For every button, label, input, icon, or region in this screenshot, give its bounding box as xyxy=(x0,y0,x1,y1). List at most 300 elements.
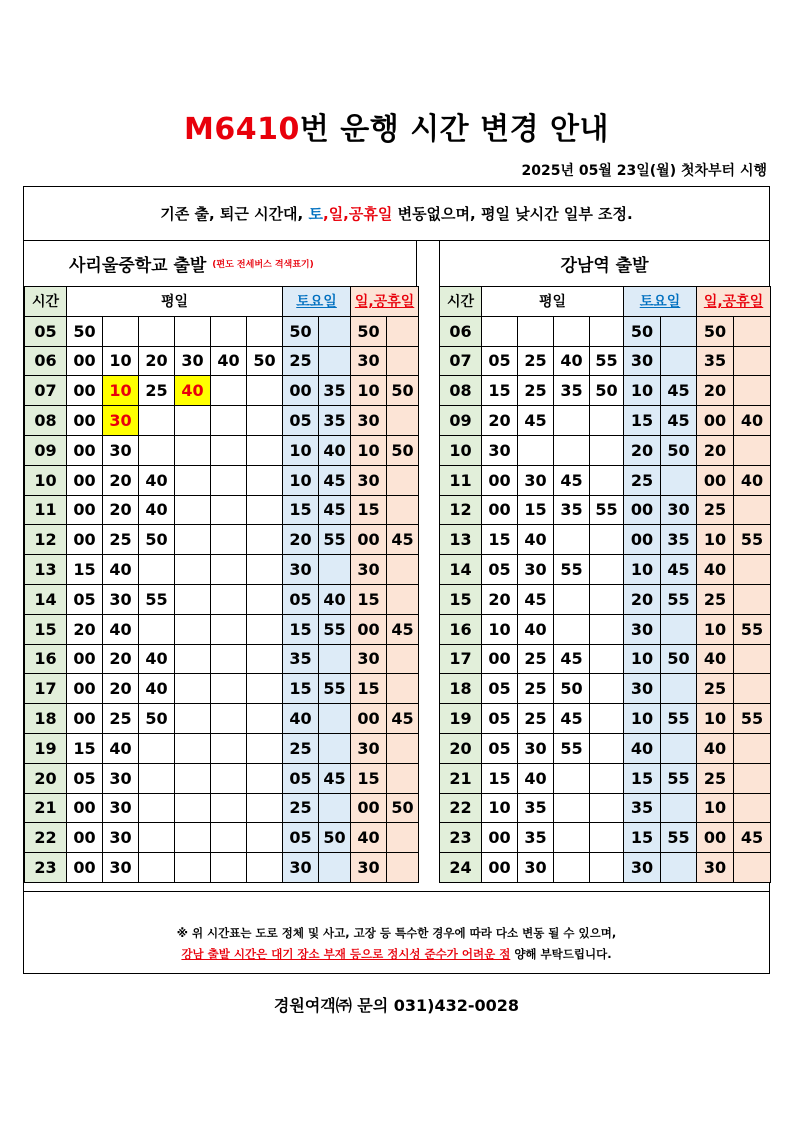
saturday-minute: 20 xyxy=(624,584,661,614)
holiday-minute: 40 xyxy=(734,406,771,436)
weekday-minute xyxy=(139,316,175,346)
hour-cell: 08 xyxy=(440,376,482,406)
weekday-minute xyxy=(247,465,283,495)
weekday-minute: 50 xyxy=(67,316,103,346)
weekday-minute xyxy=(590,644,624,674)
holiday-minute: 30 xyxy=(351,644,387,674)
saturday-minute: 40 xyxy=(319,584,351,614)
weekday-minute xyxy=(139,733,175,763)
saturday-minute: 55 xyxy=(661,704,697,734)
weekday-minute: 45 xyxy=(518,584,554,614)
saturday-minute: 00 xyxy=(624,495,661,525)
weekday-minute: 00 xyxy=(67,525,103,555)
weekday-minute: 50 xyxy=(139,525,175,555)
weekday-minute: 20 xyxy=(67,614,103,644)
table-row xyxy=(25,704,419,734)
weekday-minute: 00 xyxy=(482,853,518,883)
weekday-minute: 00 xyxy=(482,465,518,495)
saturday-minute: 50 xyxy=(624,316,661,346)
holiday-minute: 30 xyxy=(351,465,387,495)
table-row xyxy=(25,495,419,525)
weekday-minute xyxy=(211,704,247,734)
holiday-minute: 10 xyxy=(697,614,734,644)
hour-cell: 22 xyxy=(25,823,67,853)
col-holiday: 일,공휴일 xyxy=(351,287,419,317)
holiday-minute: 30 xyxy=(697,853,734,883)
holiday-minute: 50 xyxy=(387,376,419,406)
holiday-minute: 40 xyxy=(734,465,771,495)
hour-cell: 22 xyxy=(440,793,482,823)
weekday-minute xyxy=(175,674,211,704)
table-row xyxy=(25,823,419,853)
weekday-minute: 55 xyxy=(590,495,624,525)
saturday-minute: 25 xyxy=(283,346,319,376)
weekday-minute: 45 xyxy=(554,465,590,495)
weekday-minute xyxy=(139,763,175,793)
holiday-minute: 45 xyxy=(387,704,419,734)
saturday-minute: 45 xyxy=(661,555,697,585)
weekday-minute: 50 xyxy=(139,704,175,734)
weekday-minute: 25 xyxy=(103,525,139,555)
weekday-minute xyxy=(175,435,211,465)
saturday-minute: 45 xyxy=(319,465,351,495)
col-holiday: 일,공휴일 xyxy=(697,287,771,317)
table-row xyxy=(25,674,419,704)
holiday-minute: 50 xyxy=(387,793,419,823)
weekday-minute xyxy=(175,584,211,614)
saturday-minute xyxy=(661,674,697,704)
hour-cell: 09 xyxy=(25,435,67,465)
saturday-minute xyxy=(661,346,697,376)
saturday-minute: 35 xyxy=(319,406,351,436)
weekday-minute xyxy=(247,555,283,585)
weekday-minute: 15 xyxy=(67,555,103,585)
left-section-header xyxy=(24,241,417,286)
holiday-minute: 10 xyxy=(697,525,734,555)
holiday-minute xyxy=(387,316,419,346)
holiday-minute xyxy=(387,763,419,793)
weekday-minute: 40 xyxy=(139,644,175,674)
saturday-minute: 15 xyxy=(624,823,661,853)
saturday-minute: 35 xyxy=(661,525,697,555)
table-row xyxy=(440,406,771,436)
table-row xyxy=(440,435,771,465)
saturday-minute: 35 xyxy=(624,793,661,823)
weekday-minute: 40 xyxy=(518,614,554,644)
weekday-minute xyxy=(211,406,247,436)
holiday-minute: 10 xyxy=(697,793,734,823)
hour-cell: 09 xyxy=(440,406,482,436)
hour-cell: 13 xyxy=(440,525,482,555)
table-row xyxy=(440,614,771,644)
table-row xyxy=(440,555,771,585)
holiday-minute xyxy=(387,823,419,853)
saturday-minute: 50 xyxy=(319,823,351,853)
saturday-minute: 15 xyxy=(624,406,661,436)
saturday-minute: 05 xyxy=(283,406,319,436)
saturday-minute: 00 xyxy=(283,376,319,406)
weekday-minute: 30 xyxy=(103,763,139,793)
weekday-minute: 05 xyxy=(67,584,103,614)
holiday-minute xyxy=(387,465,419,495)
hour-cell: 07 xyxy=(440,346,482,376)
holiday-minute: 15 xyxy=(351,763,387,793)
left-header-title: 사리울중학교 출발 xyxy=(69,256,207,276)
col-weekday: 평일 xyxy=(67,287,283,317)
weekday-minute xyxy=(590,525,624,555)
weekday-minute xyxy=(482,316,518,346)
saturday-minute: 40 xyxy=(283,704,319,734)
disclaimer-box xyxy=(24,891,769,973)
weekday-minute: 50 xyxy=(247,346,283,376)
saturday-minute: 30 xyxy=(283,853,319,883)
weekday-minute: 30 xyxy=(103,793,139,823)
hour-cell: 12 xyxy=(440,495,482,525)
table-row xyxy=(440,495,771,525)
saturday-minute xyxy=(319,555,351,585)
weekday-minute: 25 xyxy=(518,704,554,734)
weekday-minute xyxy=(590,406,624,436)
saturday-minute: 10 xyxy=(624,704,661,734)
hour-cell: 07 xyxy=(25,376,67,406)
weekday-minute xyxy=(175,495,211,525)
holiday-minute xyxy=(387,674,419,704)
weekday-minute: 55 xyxy=(554,733,590,763)
weekday-minute xyxy=(247,406,283,436)
saturday-minute: 10 xyxy=(283,435,319,465)
weekday-minute xyxy=(590,733,624,763)
weekday-minute xyxy=(247,525,283,555)
weekday-minute: 00 xyxy=(67,495,103,525)
weekday-minute: 20 xyxy=(103,644,139,674)
weekday-minute xyxy=(247,495,283,525)
holiday-minute: 40 xyxy=(351,823,387,853)
hour-cell: 11 xyxy=(440,465,482,495)
hour-cell: 19 xyxy=(440,704,482,734)
weekday-minute: 20 xyxy=(103,465,139,495)
hour-cell: 23 xyxy=(25,853,67,883)
weekday-minute: 30 xyxy=(103,853,139,883)
weekday-minute xyxy=(590,763,624,793)
holiday-minute xyxy=(387,406,419,436)
hour-cell: 19 xyxy=(25,733,67,763)
table-row xyxy=(440,644,771,674)
holiday-minute: 55 xyxy=(734,704,771,734)
change-notice xyxy=(24,187,769,241)
table-row xyxy=(25,465,419,495)
holiday-minute xyxy=(734,435,771,465)
weekday-minute: 35 xyxy=(554,495,590,525)
table-row xyxy=(25,793,419,823)
weekday-minute xyxy=(175,555,211,585)
hour-cell: 06 xyxy=(440,316,482,346)
weekday-minute: 05 xyxy=(482,704,518,734)
weekday-minute: 00 xyxy=(67,465,103,495)
weekday-minute: 35 xyxy=(518,823,554,853)
saturday-minute: 00 xyxy=(624,525,661,555)
hour-cell: 18 xyxy=(25,704,67,734)
holiday-minute: 40 xyxy=(697,644,734,674)
hour-cell: 14 xyxy=(440,555,482,585)
saturday-minute xyxy=(661,733,697,763)
saturday-minute xyxy=(319,316,351,346)
weekday-minute xyxy=(554,406,590,436)
holiday-minute: 00 xyxy=(351,525,387,555)
table-row xyxy=(440,733,771,763)
table-row xyxy=(25,614,419,644)
weekday-minute: 00 xyxy=(67,435,103,465)
saturday-minute: 05 xyxy=(283,584,319,614)
weekday-minute: 40 xyxy=(139,465,175,495)
weekday-minute xyxy=(554,614,590,644)
weekday-minute: 00 xyxy=(67,346,103,376)
holiday-minute xyxy=(734,346,771,376)
table-row xyxy=(440,376,771,406)
hour-cell: 20 xyxy=(440,733,482,763)
table-row xyxy=(440,704,771,734)
weekday-minute: 40 xyxy=(139,495,175,525)
weekday-minute xyxy=(554,316,590,346)
saturday-minute: 55 xyxy=(319,525,351,555)
notice-holiday: 일,공휴일 xyxy=(328,205,393,223)
holiday-minute xyxy=(734,495,771,525)
holiday-minute xyxy=(734,733,771,763)
saturday-minute: 05 xyxy=(283,763,319,793)
weekday-minute-changed: 10 xyxy=(103,376,139,406)
weekday-minute: 10 xyxy=(482,614,518,644)
saturday-minute: 55 xyxy=(319,614,351,644)
weekday-minute: 20 xyxy=(482,584,518,614)
holiday-minute: 10 xyxy=(351,435,387,465)
weekday-minute xyxy=(590,614,624,644)
weekday-minute xyxy=(175,763,211,793)
saturday-minute: 30 xyxy=(283,555,319,585)
hour-cell: 13 xyxy=(25,555,67,585)
holiday-minute: 30 xyxy=(351,346,387,376)
weekday-minute xyxy=(554,584,590,614)
holiday-minute xyxy=(734,644,771,674)
table-row xyxy=(25,763,419,793)
holiday-minute: 00 xyxy=(351,793,387,823)
holiday-minute xyxy=(387,644,419,674)
saturday-minute: 45 xyxy=(661,406,697,436)
notice-comma: , xyxy=(322,205,329,223)
weekday-minute xyxy=(590,435,624,465)
holiday-minute xyxy=(387,733,419,763)
saturday-minute: 25 xyxy=(283,793,319,823)
hour-cell: 08 xyxy=(25,406,67,436)
weekday-minute xyxy=(590,823,624,853)
weekday-minute: 55 xyxy=(139,584,175,614)
table-row xyxy=(440,316,771,346)
weekday-minute: 40 xyxy=(518,525,554,555)
weekday-minute: 25 xyxy=(518,674,554,704)
holiday-minute xyxy=(387,853,419,883)
table-row xyxy=(25,555,419,585)
weekday-minute xyxy=(554,525,590,555)
weekday-minute xyxy=(247,435,283,465)
saturday-minute xyxy=(661,316,697,346)
weekday-minute xyxy=(175,793,211,823)
weekday-minute xyxy=(554,763,590,793)
weekday-minute: 25 xyxy=(518,346,554,376)
holiday-minute xyxy=(387,346,419,376)
holiday-minute: 25 xyxy=(697,763,734,793)
saturday-minute: 10 xyxy=(624,555,661,585)
title-text: 번 운행 시간 변경 안내 xyxy=(299,112,609,147)
weekday-minute xyxy=(211,644,247,674)
weekday-minute: 10 xyxy=(103,346,139,376)
weekday-minute xyxy=(211,674,247,704)
weekday-minute xyxy=(211,435,247,465)
saturday-minute: 10 xyxy=(624,376,661,406)
weekday-minute xyxy=(590,584,624,614)
weekday-minute xyxy=(518,435,554,465)
hour-cell: 17 xyxy=(440,644,482,674)
weekday-minute xyxy=(211,853,247,883)
saturday-minute xyxy=(661,793,697,823)
hour-cell: 10 xyxy=(25,465,67,495)
weekday-minute: 45 xyxy=(518,406,554,436)
weekday-minute xyxy=(175,644,211,674)
weekday-minute: 00 xyxy=(482,644,518,674)
weekday-minute: 30 xyxy=(103,823,139,853)
saturday-minute: 15 xyxy=(624,763,661,793)
table-row xyxy=(440,584,771,614)
hour-cell: 18 xyxy=(440,674,482,704)
saturday-minute: 35 xyxy=(283,644,319,674)
weekday-minute xyxy=(247,853,283,883)
table-row xyxy=(25,733,419,763)
weekday-minute xyxy=(554,823,590,853)
holiday-minute: 20 xyxy=(697,435,734,465)
holiday-minute: 25 xyxy=(697,584,734,614)
weekday-minute: 05 xyxy=(482,674,518,704)
weekday-minute xyxy=(139,435,175,465)
weekday-minute: 00 xyxy=(67,853,103,883)
weekday-minute: 40 xyxy=(103,555,139,585)
holiday-minute: 20 xyxy=(697,376,734,406)
table-row xyxy=(25,316,419,346)
weekday-minute: 30 xyxy=(103,584,139,614)
weekday-minute: 40 xyxy=(554,346,590,376)
notice-text-1: 기존 출, 퇴근 시간대, xyxy=(160,205,309,223)
saturday-minute: 15 xyxy=(283,614,319,644)
holiday-minute: 45 xyxy=(387,525,419,555)
holiday-minute: 55 xyxy=(734,614,771,644)
disclaimer-warning: 강남 출발 시간은 대기 장소 부재 등으로 정시성 준수가 어려운 점 xyxy=(181,947,511,961)
weekday-minute: 10 xyxy=(482,793,518,823)
hour-cell: 11 xyxy=(25,495,67,525)
weekday-minute: 30 xyxy=(103,435,139,465)
holiday-minute xyxy=(734,316,771,346)
weekday-minute xyxy=(103,316,139,346)
holiday-minute: 25 xyxy=(697,495,734,525)
disclaimer-line-2 xyxy=(24,946,769,962)
holiday-minute xyxy=(387,555,419,585)
table-row xyxy=(440,674,771,704)
holiday-minute xyxy=(387,584,419,614)
weekday-minute: 55 xyxy=(590,346,624,376)
holiday-minute xyxy=(387,495,419,525)
page-title xyxy=(0,104,793,148)
table-row xyxy=(440,853,771,883)
weekday-minute: 40 xyxy=(211,346,247,376)
weekday-minute: 00 xyxy=(67,704,103,734)
saturday-minute xyxy=(661,853,697,883)
weekday-minute xyxy=(247,763,283,793)
weekday-minute xyxy=(175,406,211,436)
saturday-minute: 55 xyxy=(319,674,351,704)
holiday-minute xyxy=(734,853,771,883)
holiday-minute xyxy=(734,376,771,406)
table-row xyxy=(25,346,419,376)
weekday-minute: 05 xyxy=(482,733,518,763)
holiday-minute: 35 xyxy=(697,346,734,376)
table-row xyxy=(440,793,771,823)
weekday-minute: 00 xyxy=(482,495,518,525)
weekday-minute xyxy=(211,823,247,853)
col-saturday: 토요일 xyxy=(283,287,351,317)
hour-cell: 16 xyxy=(440,614,482,644)
weekday-minute xyxy=(590,316,624,346)
hour-cell: 23 xyxy=(440,823,482,853)
weekday-minute xyxy=(247,823,283,853)
holiday-minute: 30 xyxy=(351,555,387,585)
weekday-minute xyxy=(518,316,554,346)
disclaimer-apology: 양해 부탁드립니다. xyxy=(510,947,612,961)
notice-saturday: 토 xyxy=(308,205,323,223)
holiday-minute xyxy=(734,555,771,585)
weekday-minute xyxy=(247,584,283,614)
weekday-minute xyxy=(211,555,247,585)
right-section-header xyxy=(439,241,769,286)
holiday-minute xyxy=(734,793,771,823)
saturday-minute xyxy=(319,733,351,763)
table-row xyxy=(25,525,419,555)
weekday-minute: 50 xyxy=(554,674,590,704)
weekday-minute: 05 xyxy=(482,555,518,585)
hour-cell: 16 xyxy=(25,644,67,674)
weekday-minute xyxy=(175,614,211,644)
weekday-minute xyxy=(554,435,590,465)
saturday-minute: 45 xyxy=(319,763,351,793)
table-row xyxy=(25,853,419,883)
weekday-minute xyxy=(247,376,283,406)
col-saturday: 토요일 xyxy=(624,287,697,317)
saturday-minute: 20 xyxy=(283,525,319,555)
weekday-minute: 25 xyxy=(103,704,139,734)
holiday-minute xyxy=(734,763,771,793)
weekday-minute xyxy=(211,793,247,823)
hour-cell: 17 xyxy=(25,674,67,704)
weekday-minute: 20 xyxy=(482,406,518,436)
weekday-minute xyxy=(211,525,247,555)
weekday-minute: 35 xyxy=(554,376,590,406)
saturday-minute xyxy=(661,614,697,644)
weekday-minute xyxy=(175,823,211,853)
saturday-minute xyxy=(319,704,351,734)
left-header-note: (편도 전세버스 격색표기) xyxy=(212,260,314,270)
weekday-minute xyxy=(211,376,247,406)
saturday-minute: 10 xyxy=(624,644,661,674)
weekday-minute: 05 xyxy=(67,763,103,793)
weekday-minute xyxy=(139,555,175,585)
saturday-minute: 50 xyxy=(283,316,319,346)
holiday-minute: 00 xyxy=(697,406,734,436)
weekday-minute: 20 xyxy=(103,495,139,525)
saturday-minute: 25 xyxy=(624,465,661,495)
